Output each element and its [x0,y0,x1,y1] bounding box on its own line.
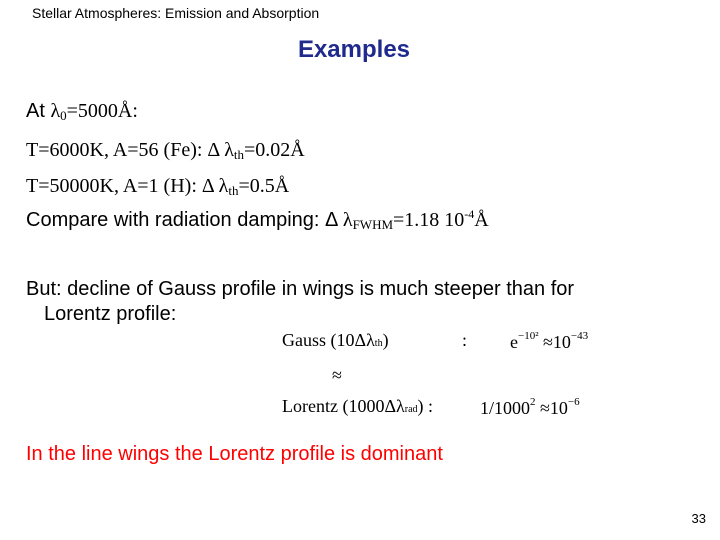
line-text: T=50000K, A=1 (H): Δ [26,175,219,197]
approx-symbol: ≈ [543,332,553,352]
slide-header: Stellar Atmospheres: Emission and Absorption [32,5,320,21]
subscript: th [374,338,383,349]
unit: Å [474,209,489,231]
superscript: -4 [464,207,475,221]
gauss-label: Gauss (10Δλ [282,330,375,350]
slide-title: Examples [297,36,411,63]
approx-symbol: ≈ [540,398,550,418]
lambda-symbol: λ [342,209,353,231]
subscript: th [233,147,245,162]
line-prefix: At [26,100,51,122]
line-text: T=6000K, A=56 (Fe): Δ [26,139,225,161]
close-paren: ) [382,330,389,350]
conclusion-text: In the line wings the Lorentz profile is dominant [26,443,443,465]
subscript: FWHM [352,217,394,232]
close-paren: ) : [417,396,434,416]
superscript: −10² [518,330,539,342]
exp-base: e [510,332,518,352]
page-number: 33 [691,511,706,526]
subscript: 0 [60,108,67,123]
superscript: −43 [570,330,589,342]
fraction: 1/1000 [480,398,531,418]
lorentz-label: Lorentz (1000Δλ [282,396,405,416]
formula-gauss [282,330,389,351]
formula-lorentz-value [480,396,580,419]
line-rest: =0.02Å [244,139,305,161]
superscript: −6 [567,396,580,408]
paragraph-line: Lorentz profile: [44,303,177,325]
line-text: Compare with radiation damping: Δ [26,209,343,231]
line-wavelength [26,100,138,124]
line-rest: =5000Å: [66,100,138,122]
subscript: th [228,183,239,198]
comparison-paragraph [26,277,574,327]
line-rest: =0.5Å [238,175,290,197]
superscript: 2 [530,396,536,408]
paragraph-line: But: decline of Gauss profile in wings is much steeper than for [26,278,575,300]
formula-gauss-value [510,330,588,353]
formula-lorentz [282,396,433,417]
line-fe [26,139,305,163]
approx-symbol: ≈ [332,365,342,385]
lambda-symbol: λ [50,100,61,122]
line-radiation-damping [26,207,489,233]
subscript: rad [404,404,418,415]
result: 10 [549,398,568,418]
lambda-symbol: λ [218,175,229,197]
line-rest: =1.18 10 [393,209,465,231]
formula-colon: : [462,330,468,350]
line-h [26,175,289,199]
lambda-symbol: λ [224,139,234,161]
result: 10 [552,332,571,352]
